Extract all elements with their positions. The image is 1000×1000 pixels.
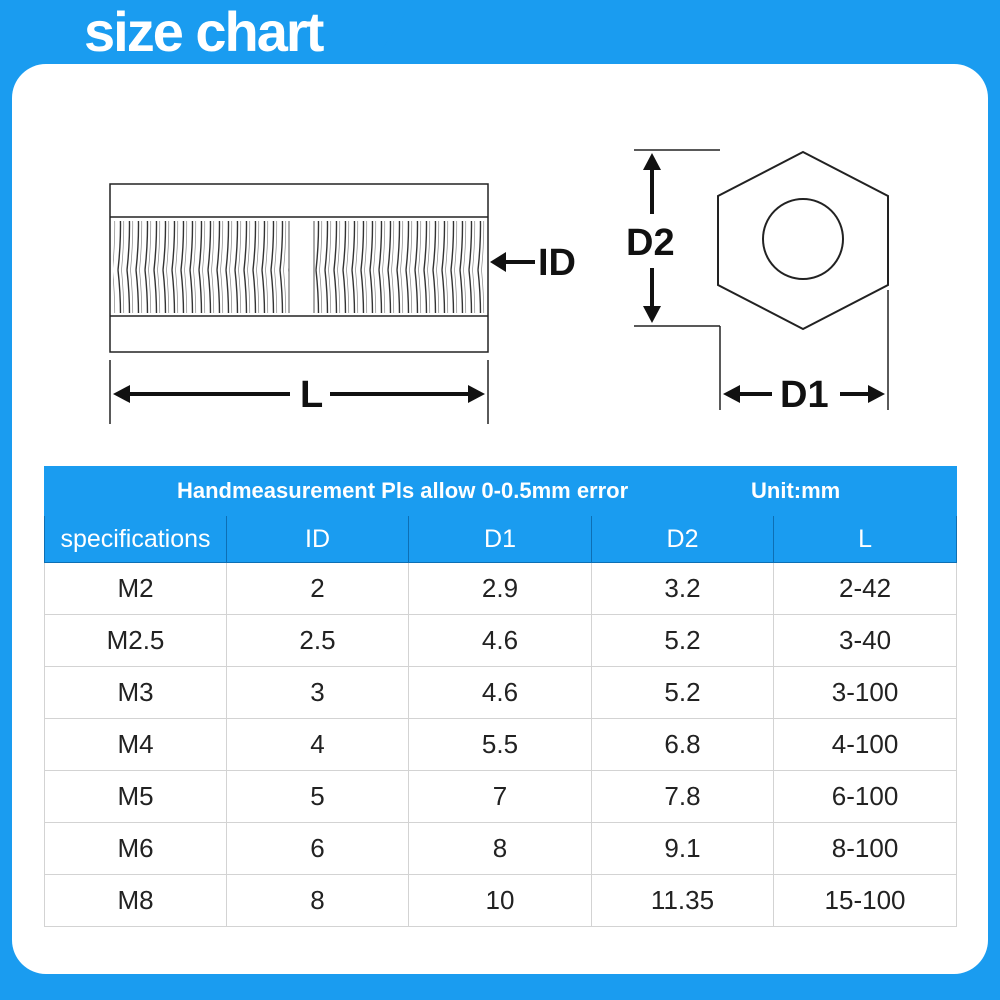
- unit-note: Unit:mm: [751, 478, 841, 503]
- table-cell: 4: [227, 719, 409, 771]
- table-cell: 2: [227, 563, 409, 615]
- column-header: specifications: [45, 516, 227, 563]
- table-row: [45, 719, 957, 771]
- table-cell: M3: [45, 667, 227, 719]
- table-cell: 5.5: [409, 719, 592, 771]
- column-header: D2: [592, 516, 774, 563]
- table-cell: 8-100: [774, 823, 957, 875]
- id-arrow: [490, 252, 535, 272]
- right-thread: [314, 221, 486, 313]
- table-cell: 5.2: [592, 667, 774, 719]
- side-view: [110, 184, 488, 352]
- table-row: [45, 823, 957, 875]
- table-row: [45, 615, 957, 667]
- spacer-dimension-drawing: [0, 0, 1000, 460]
- table-cell: 2.9: [409, 563, 592, 615]
- table-cell: 3.2: [592, 563, 774, 615]
- d1-label: D1: [780, 374, 829, 416]
- table-cell: 3-100: [774, 667, 957, 719]
- table-header-row: [45, 516, 957, 563]
- size-table: [44, 466, 957, 927]
- table-cell: 11.35: [592, 875, 774, 927]
- table-note-row: [45, 467, 957, 516]
- length-label: L: [300, 374, 324, 416]
- table-cell: 6-100: [774, 771, 957, 823]
- table-cell: 6.8: [592, 719, 774, 771]
- table-cell: M6: [45, 823, 227, 875]
- left-thread: [113, 221, 289, 313]
- table-cell: 5.2: [592, 615, 774, 667]
- d2-label: D2: [626, 222, 675, 264]
- table-cell: 3: [227, 667, 409, 719]
- table-cell: 4-100: [774, 719, 957, 771]
- table-cell: 3-40: [774, 615, 957, 667]
- table-cell: 8: [409, 823, 592, 875]
- table-cell: 7: [409, 771, 592, 823]
- column-header: L: [774, 516, 957, 563]
- table-cell: 15-100: [774, 875, 957, 927]
- table-cell: 4.6: [409, 615, 592, 667]
- table-cell: M8: [45, 875, 227, 927]
- measurement-note: Handmeasurement Pls allow 0-0.5mm error: [177, 478, 629, 503]
- table-cell: 4.6: [409, 667, 592, 719]
- table-cell: 2-42: [774, 563, 957, 615]
- table-row: [45, 771, 957, 823]
- table-row: [45, 563, 957, 615]
- table-cell: M4: [45, 719, 227, 771]
- table-cell: 8: [227, 875, 409, 927]
- table-cell: 5: [227, 771, 409, 823]
- column-header: D1: [409, 516, 592, 563]
- table-cell: M2.5: [45, 615, 227, 667]
- table-cell: 2.5: [227, 615, 409, 667]
- table-row: [45, 667, 957, 719]
- table-cell: 9.1: [592, 823, 774, 875]
- table-cell: 7.8: [592, 771, 774, 823]
- length-dimension: [110, 360, 488, 424]
- table-cell: M2: [45, 563, 227, 615]
- table-cell: 6: [227, 823, 409, 875]
- table-cell: M5: [45, 771, 227, 823]
- table-row: [45, 875, 957, 927]
- column-header: ID: [227, 516, 409, 563]
- page-title: size chart: [84, 0, 323, 63]
- id-label: ID: [538, 242, 576, 284]
- hex-end-view: [718, 152, 888, 329]
- table-cell: 10: [409, 875, 592, 927]
